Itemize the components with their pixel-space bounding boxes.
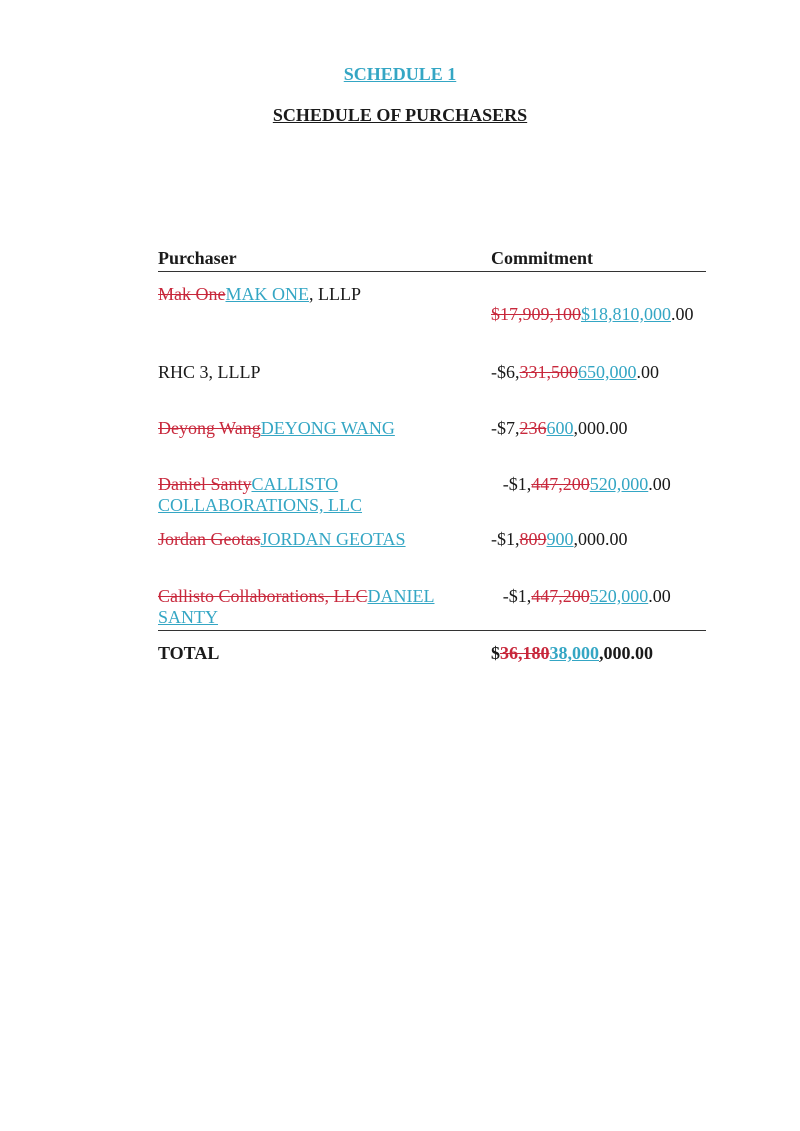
inserted-amount: 520,000 [589,586,649,606]
deleted-amount: $17,909,100 [491,304,581,324]
amount-prefix: -$1, [502,474,532,494]
amount-suffix: .00 [636,362,659,382]
commitment-cell [491,418,706,474]
inserted-amount: 520,000 [589,474,649,494]
purchaser-cell [158,586,503,630]
schedule-number [0,64,800,85]
total-prefix: $ [491,643,500,663]
deleted-amount: 447,200 [531,586,590,606]
amount-prefix: -$7, [491,418,520,438]
amount-prefix: -$6, [491,362,520,382]
inserted-amount: 600 [546,418,574,438]
purchaser-name: RHC 3, LLLP [158,362,261,382]
amount-suffix: .00 [648,586,671,606]
schedule-title: SCHEDULE OF PURCHASERS [272,105,528,125]
deleted-text: Daniel Santy [158,474,252,494]
purchaser-cell [158,284,491,362]
schedule-number-text: SCHEDULE 1 [343,64,457,84]
amount-prefix: -$1, [502,586,532,606]
inserted-text: DEYONG WANG [260,418,395,438]
commitment-cell [491,284,706,362]
deleted-amount: 331,500 [519,362,578,382]
inserted-text: DANIEL SANTY [158,586,435,627]
amount-suffix: ,000.00 [573,418,628,438]
inserted-amount: 650,000 [578,362,637,382]
purchaser-cell [158,529,491,586]
amount-prefix: -$1, [491,529,520,549]
inserted-amount: 900 [546,529,574,549]
commitment-cell [491,529,706,586]
deleted-amount: 36,180 [500,643,550,663]
purchaser-cell [158,474,503,529]
inserted-amount: $18,810,000 [581,304,671,324]
amount-suffix: .00 [671,304,694,324]
table-row [158,418,706,474]
table-row [158,529,706,586]
deleted-amount: 236 [519,418,547,438]
purchasers-table [158,248,706,664]
inserted-amount: 38,000 [549,643,599,663]
purchaser-cell [158,362,491,418]
commitment-cell [503,474,706,529]
table-row [158,586,706,630]
purchaser-header: Purchaser [158,248,237,268]
total-label: TOTAL [158,643,220,663]
deleted-text: Jordan Geotas [158,529,261,549]
purchaser-cell [158,418,491,474]
deleted-amount: 809 [519,529,547,549]
table-row [158,272,706,362]
commitment-cell [491,362,706,418]
inserted-text: CALLISTO COLLABORATIONS, LLC [158,474,363,515]
amount-suffix: .00 [648,474,671,494]
total-amount [491,643,706,664]
deleted-amount: 447,200 [531,474,590,494]
purchaser-name: , LLLP [308,284,361,304]
inserted-text: MAK ONE [225,284,309,304]
table-row [158,474,706,529]
deleted-text: Mak One [158,284,226,304]
inserted-text: JORDAN GEOTAS [260,529,406,549]
table-header [158,248,706,272]
total-row [158,630,706,664]
table-row [158,362,706,418]
total-suffix: ,000.00 [599,643,653,663]
deleted-text: Deyong Wang [158,418,261,438]
deleted-text: Callisto Collaborations, LLC [158,586,368,606]
amount-suffix: ,000.00 [573,529,628,549]
commitment-header: Commitment [491,248,593,268]
commitment-cell [503,586,706,630]
